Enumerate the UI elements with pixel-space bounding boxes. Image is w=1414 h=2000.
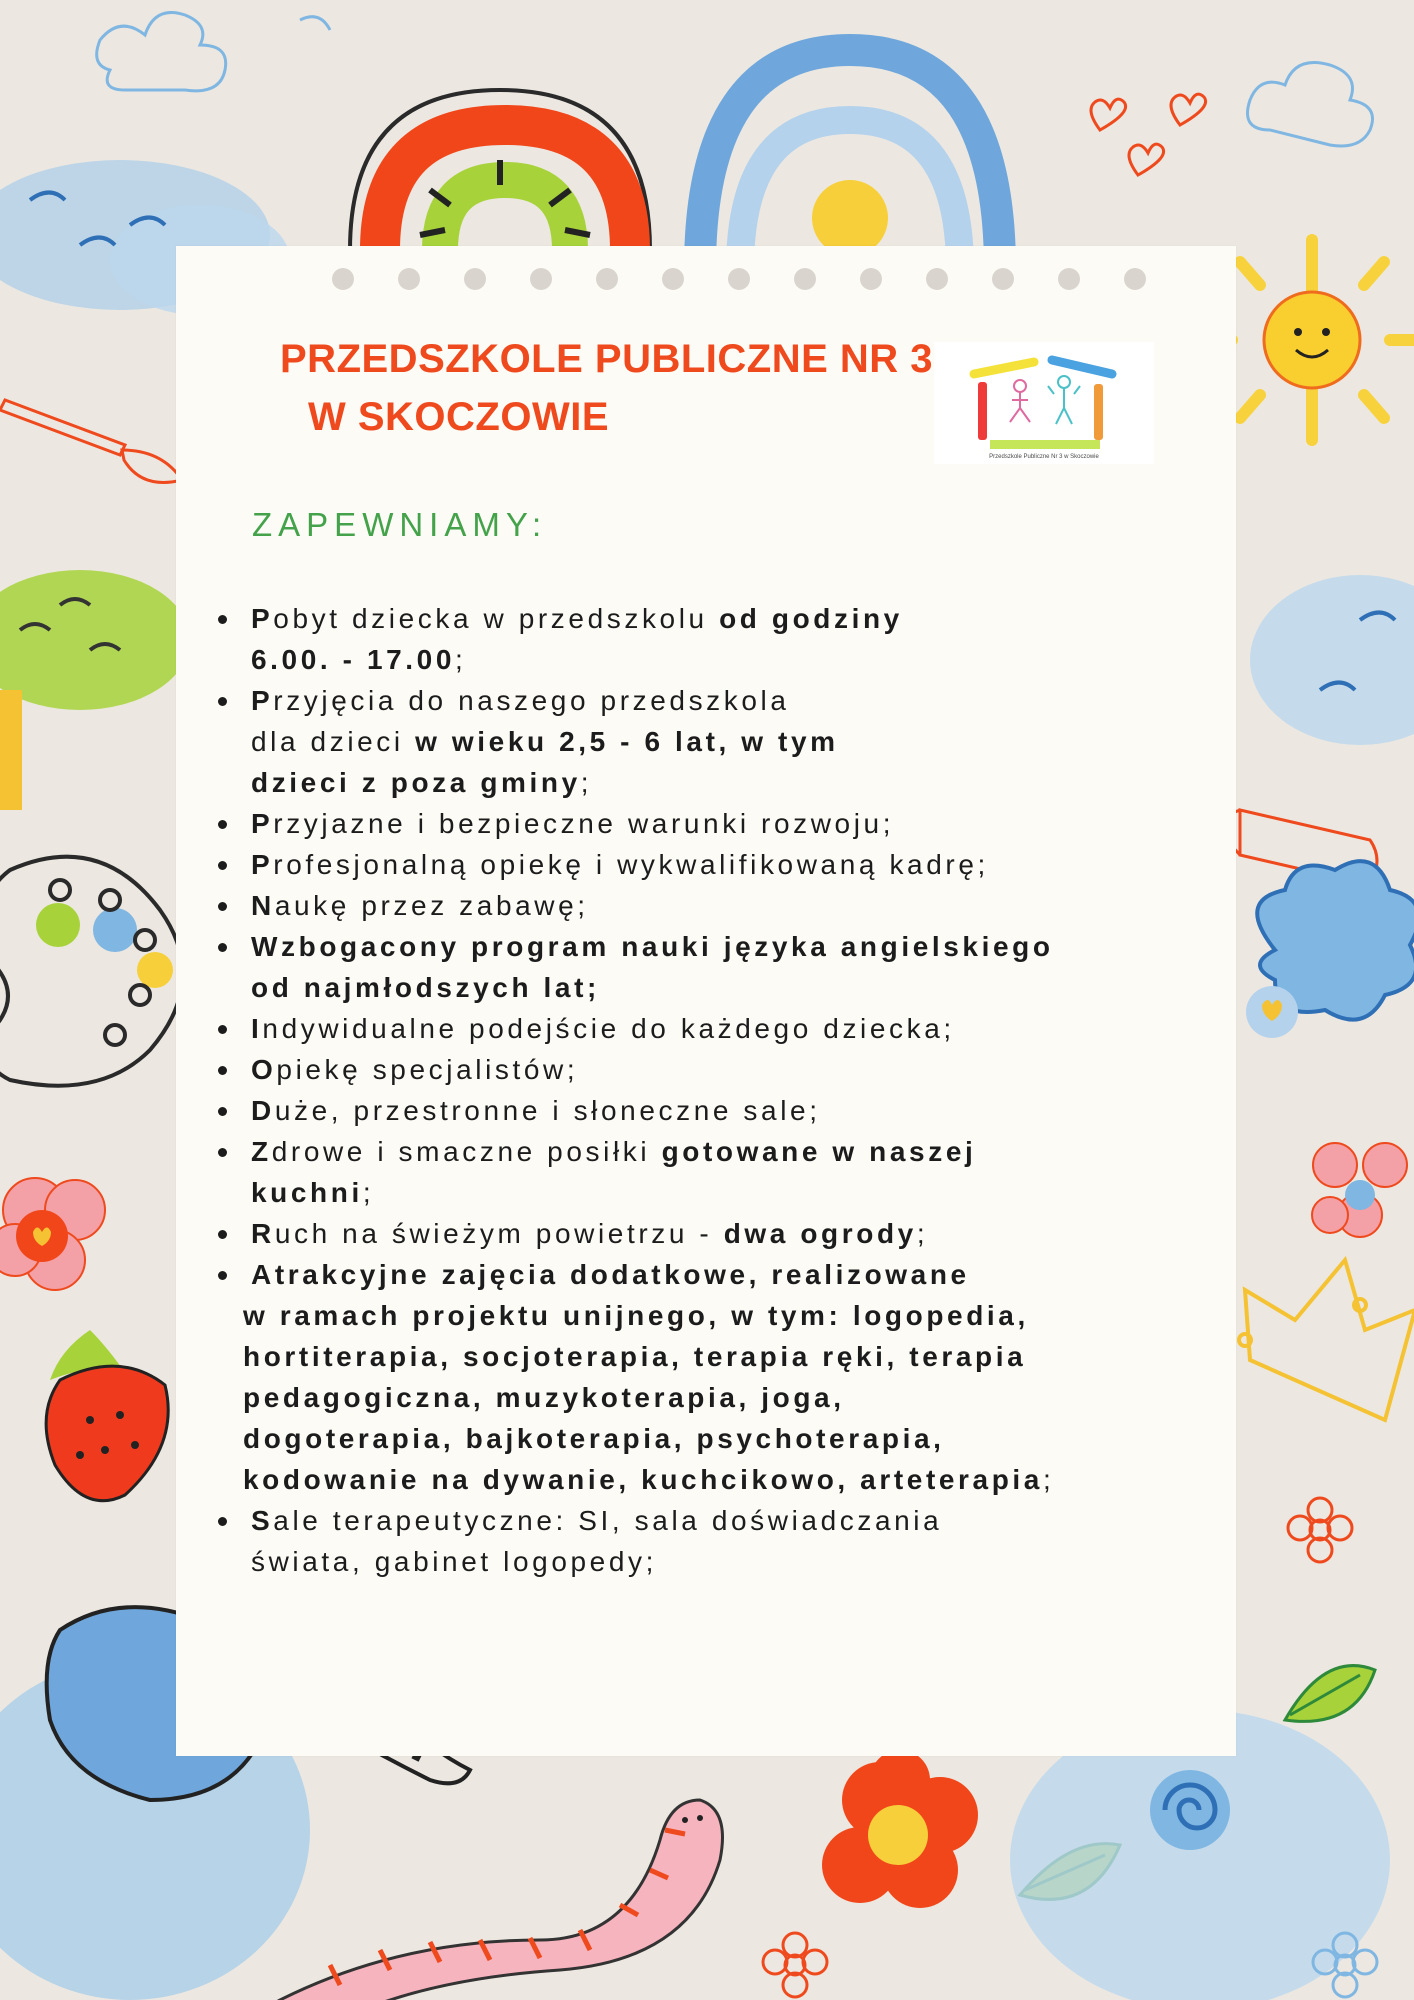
punch-hole — [794, 268, 816, 290]
flower-icon — [822, 1750, 978, 1908]
feature-line — [243, 1459, 1232, 1500]
feature-text: piekę specjalistów; — [276, 1054, 579, 1085]
punch-hole — [662, 268, 684, 290]
rainbow-icon — [700, 50, 1000, 270]
feature-item — [212, 1254, 1232, 1500]
punch-hole — [398, 268, 420, 290]
punch-hole — [860, 268, 882, 290]
feature-text: uże, przestronne i słoneczne sale; — [274, 1095, 821, 1126]
school-title-line2: W SKOCZOWIE — [308, 395, 610, 439]
feature-text-bold: dogoterapia, bajkoterapia, psychoterapia, — [243, 1423, 945, 1454]
feature-item — [212, 844, 1232, 885]
feature-item — [212, 803, 1232, 844]
crown-icon — [1239, 1260, 1414, 1420]
cloud-icon — [97, 13, 330, 91]
feature-line — [251, 1172, 1232, 1213]
feature-text: drowe i smaczne posiłki — [271, 1136, 662, 1167]
feature-line — [243, 1336, 1232, 1377]
tree-icon — [0, 570, 190, 810]
feature-text-bold: hortiterapia, socjoterapia, terapia ręki, terapia — [243, 1341, 1027, 1372]
flower-icon — [1288, 1498, 1352, 1562]
feature-text: rofesjonalną opiekę i wykwalifikowaną kadrę; — [273, 849, 989, 880]
feature-text-bold: P — [251, 685, 274, 716]
feature-item — [212, 1049, 1232, 1090]
feature-text-bold: Wzbogacony program nauki języka angielskiego — [251, 931, 1054, 962]
feature-item — [212, 1090, 1232, 1131]
feature-text: uch na świeżym powietrzu - — [274, 1218, 724, 1249]
feature-text-bold: P — [251, 808, 274, 839]
feature-text-bold: P — [251, 603, 274, 634]
feature-text: ndywidualne podejście do każdego dziecka; — [262, 1013, 955, 1044]
feature-text-bold: dzieci z poza gminy — [251, 767, 581, 798]
feature-text-bold: pedagogiczna, muzykoterapia, joga, — [243, 1382, 845, 1413]
feature-line — [251, 1049, 1232, 1090]
feature-line — [251, 803, 1232, 844]
flower-icon — [763, 1933, 827, 1997]
section-heading: ZAPEWNIAMY: — [252, 506, 548, 543]
feature-text-bold: O — [251, 1054, 277, 1085]
feature-text-bold: dwa ogrody — [723, 1218, 917, 1249]
school-logo-icon — [934, 342, 1154, 464]
feature-text: dla dzieci — [251, 726, 416, 757]
punch-hole — [728, 268, 750, 290]
feature-text: ; — [455, 644, 467, 675]
feature-line — [251, 1254, 1232, 1295]
flower-icon — [1312, 1143, 1407, 1237]
punch-hole — [530, 268, 552, 290]
school-title — [280, 330, 933, 446]
punch-hole — [1124, 268, 1146, 290]
feature-line — [243, 1418, 1232, 1459]
strawberry-icon — [46, 1330, 168, 1501]
feature-text-bold: P — [251, 849, 274, 880]
feature-text-bold: od najmłodszych lat; — [251, 972, 600, 1003]
feature-line — [251, 1131, 1232, 1172]
feature-line — [251, 1541, 1232, 1582]
feature-text: ale terapeutyczne: SI, sala doświadczania — [273, 1505, 943, 1536]
feature-line — [251, 844, 1232, 885]
feature-item — [212, 680, 1232, 803]
feature-line — [251, 639, 1232, 680]
feature-text-bold: w ramach projektu unijnego, w tym: logopedia, — [243, 1300, 1029, 1331]
feature-item — [212, 598, 1232, 680]
feature-line — [251, 1008, 1232, 1049]
feature-text-bold: Z — [251, 1136, 272, 1167]
feature-item — [212, 885, 1232, 926]
worm-icon — [280, 1800, 723, 2000]
school-title-line1: PRZEDSZKOLE PUBLICZNE NR 3 — [280, 337, 934, 381]
feature-line — [251, 967, 1232, 1008]
punch-hole — [926, 268, 948, 290]
punch-hole — [464, 268, 486, 290]
punch-hole — [992, 268, 1014, 290]
punch-hole — [332, 268, 354, 290]
heart-icon — [1091, 94, 1206, 175]
feature-text: rzyjazne i bezpieczne warunki rozwoju; — [273, 808, 895, 839]
feature-line — [251, 680, 1232, 721]
feature-text: ; — [1042, 1464, 1055, 1495]
feature-line — [251, 885, 1232, 926]
feature-line — [251, 721, 1232, 762]
school-logo-caption: Przedszkole Publiczne Nr 3 w Skoczowie — [989, 454, 1099, 460]
flower-icon — [1246, 861, 1414, 1038]
feature-text-bold: Atrakcyjne zajęcia dodatkowe, realizowane — [251, 1259, 970, 1290]
feature-text: rzyjęcia do naszego przedszkola — [273, 685, 790, 716]
feature-text: ; — [362, 1177, 375, 1208]
feature-text-bold: N — [251, 890, 275, 921]
cloud-icon — [1250, 575, 1414, 745]
paintbrush-icon — [0, 400, 182, 483]
punch-holes — [176, 268, 1236, 292]
feature-text-bold: kodowanie na dywanie, kuchcikowo, arteterapia — [243, 1464, 1043, 1495]
punch-hole — [596, 268, 618, 290]
feature-line — [243, 1377, 1232, 1418]
feature-text: aukę przez zabawę; — [274, 890, 589, 921]
feature-line — [251, 1500, 1232, 1541]
feature-text-bold: w wieku 2,5 - 6 lat, w tym — [415, 726, 839, 757]
flower-icon — [0, 1178, 105, 1290]
leaf-icon — [1285, 1666, 1375, 1722]
feature-text-bold: 6.00. - 17.00 — [251, 644, 456, 675]
punch-hole — [1058, 268, 1080, 290]
feature-text-bold: S — [251, 1505, 274, 1536]
feature-text-bold: gotowane w naszej — [661, 1136, 977, 1167]
feature-text: obyt dziecka w przedszkolu — [273, 603, 720, 634]
sun-icon — [1212, 240, 1414, 440]
feature-text-bold: kuchni — [251, 1177, 363, 1208]
features-list — [212, 598, 1232, 1582]
feature-text: ; — [916, 1218, 929, 1249]
palette-icon — [0, 857, 183, 1086]
feature-line — [243, 1295, 1232, 1336]
feature-line — [251, 762, 1232, 803]
feature-line — [251, 598, 1232, 639]
feature-text: ; — [580, 767, 593, 798]
feature-text: świata, gabinet logopedy; — [251, 1546, 657, 1577]
feature-line — [251, 926, 1232, 967]
feature-item — [212, 1131, 1232, 1213]
feature-item — [212, 926, 1232, 1008]
feature-item — [212, 1500, 1232, 1582]
feature-item — [212, 1008, 1232, 1049]
feature-line — [251, 1213, 1232, 1254]
school-logo — [934, 342, 1154, 464]
feature-text-bold: od godziny — [719, 603, 903, 634]
feature-line — [251, 1090, 1232, 1131]
feature-item — [212, 1213, 1232, 1254]
feature-text-bold: I — [251, 1013, 263, 1044]
cloud-icon — [1248, 63, 1373, 147]
feature-text-bold: R — [251, 1218, 275, 1249]
feature-text-bold: D — [251, 1095, 275, 1126]
